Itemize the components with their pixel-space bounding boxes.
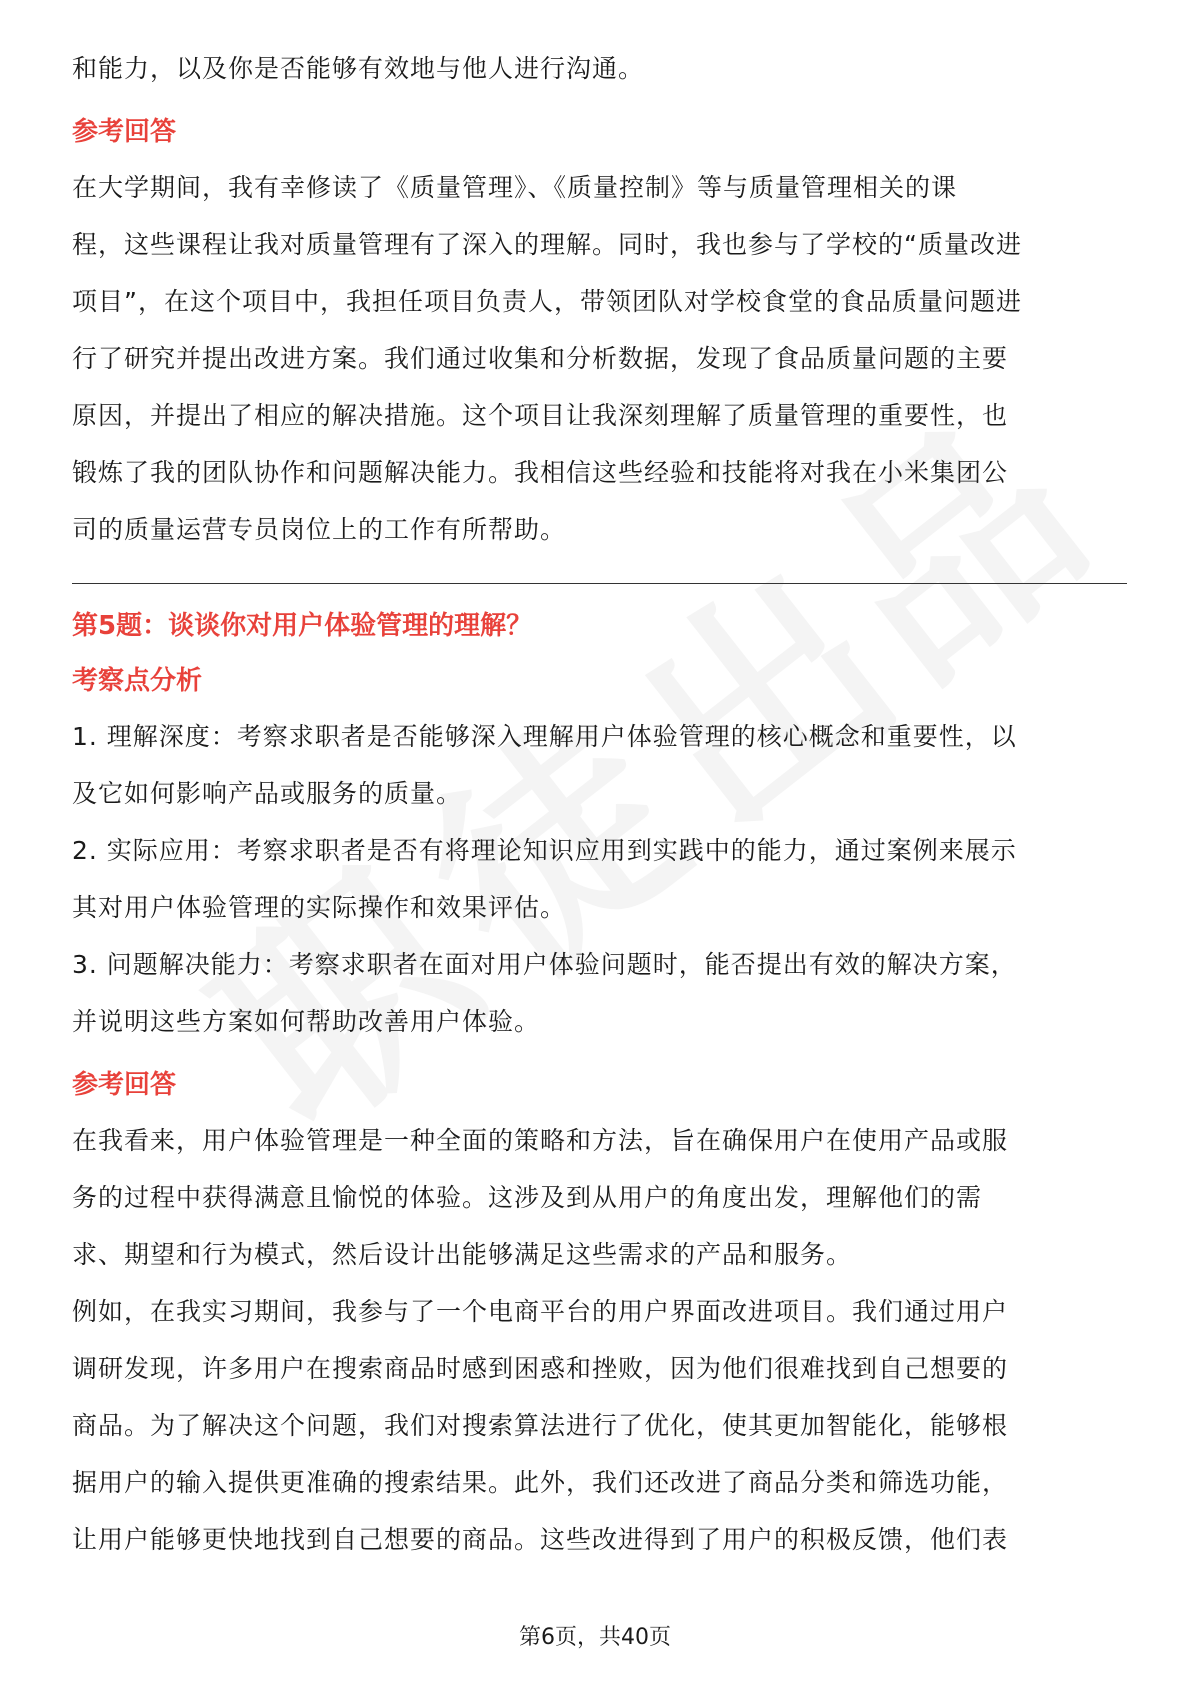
answer-line: 程，这些课程让我对质量管理有了深入的理解。同时，我也参与了学校的“质量改进 [72,230,1022,259]
answer-line: 例如，在我实习期间，我参与了一个电商平台的用户界面改进项目。我们通过用户 [72,1297,1009,1326]
top-paragraph: 和能力，以及你是否能够有效地与他人进行沟通。 [72,54,645,83]
answer-label: 参考回答 [72,1070,177,1100]
answer-line: 求、期望和行为模式，然后设计出能够满足这些需求的产品和服务。 [72,1240,853,1269]
answer-line: 司的质量运营专员岗位上的工作有所帮助。 [72,515,567,544]
answer-paragraph [72,1112,1127,1283]
analysis-item: 1. 理解深度：考察求职者是否能够深入理解用户体验管理的核心概念和重要性，以 [72,722,1017,751]
document-page [72,40,1127,1568]
answer-line: 商品。为了解决这个问题，我们对搜索算法进行了优化，使其更加智能化，能够根 [72,1411,1009,1440]
page-number: 第6页，共40页 [519,1625,671,1650]
answer-line: 项目”，在这个项目中，我担任项目负责人，带领团队对学校食堂的食品质量问题进 [72,287,1022,316]
answer-line: 原因，并提出了相应的解决措施。这个项目让我深刻理解了质量管理的重要性，也 [72,401,1009,430]
answer-line: 行了研究并提出改进方案。我们通过收集和分析数据，发现了食品质量问题的主要 [72,344,1009,373]
answer-line: 让用户能够更快地找到自己想要的商品。这些改进得到了用户的积极反馈，他们表 [72,1525,1009,1554]
analysis-item-cont: 并说明这些方案如何帮助改善用户体验。 [72,1007,541,1036]
answer-paragraph [72,159,1127,558]
analysis-label: 考察点分析 [72,666,203,696]
analysis-item-cont: 其对用户体验管理的实际操作和效果评估。 [72,893,567,922]
answer-line: 据用户的输入提供更准确的搜索结果。此外，我们还改进了商品分类和筛选功能， [72,1468,1009,1497]
answer-line: 在大学期间，我有幸修读了《质量管理》、《质量控制》等与质量管理相关的课 [72,173,958,202]
analysis-item: 3. 问题解决能力：考察求职者在面对用户体验问题时，能否提出有效的解决方案， [72,950,1017,979]
question-title: 第5题：谈谈你对用户体验管理的理解？ [72,611,533,641]
section-divider [72,583,1127,584]
answer-line: 调研发现，许多用户在搜索商品时感到困惑和挫败，因为他们很难找到自己想要的 [72,1354,1009,1383]
answer-paragraph [72,1283,1127,1568]
analysis-item-cont: 及它如何影响产品或服务的质量。 [72,779,463,808]
analysis-item: 2. 实际应用：考察求职者是否有将理论知识应用到实践中的能力，通过案例来展示 [72,836,1017,865]
answer-line: 务的过程中获得满意且愉悦的体验。这涉及到从用户的角度出发，理解他们的需 [72,1183,983,1212]
answer-line: 在我看来，用户体验管理是一种全面的策略和方法，旨在确保用户在使用产品或服 [72,1126,1009,1155]
answer-line: 锻炼了我的团队协作和问题解决能力。我相信这些经验和技能将对我在小米集团公 [72,458,1009,487]
analysis-list [72,708,1127,1050]
answer-label: 参考回答 [72,117,177,147]
